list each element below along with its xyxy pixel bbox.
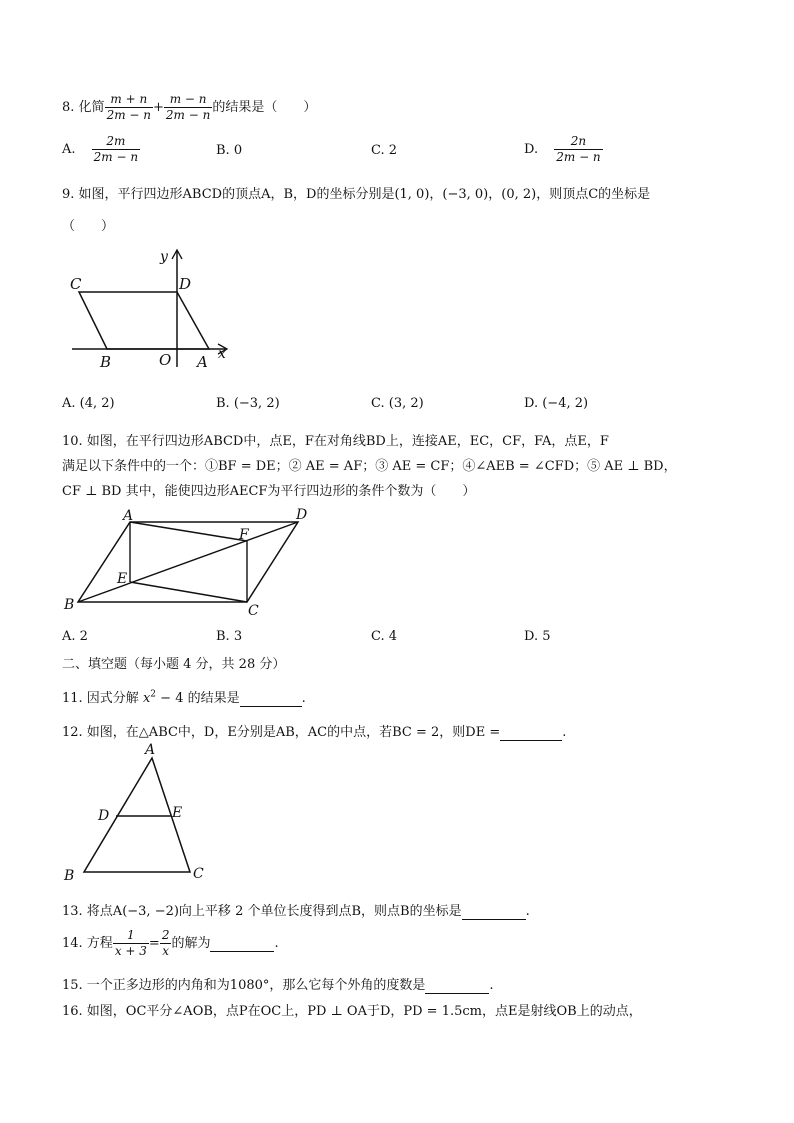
label-c: C bbox=[193, 866, 204, 882]
label-c: C bbox=[248, 603, 259, 618]
q9-stem-line1: 9. 如图，平行四边形ABCD的顶点A，B，D的坐标分别是(1, 0)，(−3, 0)，(0, 2)，则顶点C的坐标是 bbox=[62, 187, 651, 202]
q10-figure bbox=[60, 503, 320, 618]
parallelogram-abcd bbox=[79, 292, 209, 349]
label-y: y bbox=[160, 249, 168, 265]
q16-stem: 16. 如图，OC平分∠AOB，点P在OC上，PD ⊥ OA于D，PD = 1.5cm，点E是射线OB上的动点， bbox=[62, 1004, 642, 1019]
q10-option-d: D. 5 bbox=[524, 629, 551, 644]
q10-option-c: C. 4 bbox=[371, 629, 398, 644]
q9-stem-line2: （ ） bbox=[62, 219, 115, 234]
q15-stem: 15. 一个正多边形的内角和为1080°，那么它每个外角的度数是 . bbox=[62, 978, 494, 993]
q10-option-b: B. 3 bbox=[216, 629, 243, 644]
q10-option-a: A. 2 bbox=[62, 629, 88, 644]
q9-option-c: C. (3, 2) bbox=[371, 396, 424, 411]
q8-fraction-2: $\frac{m - n}{2m - n}$ bbox=[165, 92, 211, 122]
q13-answer-blank[interactable] bbox=[462, 904, 526, 920]
q8-option-d: D. $\frac{2n}{2m - n}$ bbox=[524, 134, 601, 164]
label-d: D bbox=[98, 808, 110, 824]
q8-option-a: A. $\frac{2m}{2m - n}$ bbox=[62, 134, 139, 164]
q14-fraction-1: $\frac{1}{x + 3}$ bbox=[114, 928, 147, 958]
label-d: D bbox=[179, 275, 192, 293]
q10-stem-line2: 满足以下条件中的一个：①BF = DE；② AE = AF；③ AE = CF；④∠AEB = ∠CFD；⑤ AE ⊥ BD， bbox=[62, 459, 677, 474]
q15-answer-blank[interactable] bbox=[425, 978, 489, 994]
label-b: B bbox=[64, 868, 75, 884]
segment-fa bbox=[130, 522, 247, 541]
q9-option-d: D. (−4, 2) bbox=[524, 396, 589, 411]
label-a: A bbox=[197, 353, 208, 371]
label-f: F bbox=[239, 527, 249, 543]
label-c: C bbox=[70, 275, 82, 293]
q11-answer-blank[interactable] bbox=[240, 691, 302, 707]
label-b: B bbox=[64, 597, 75, 613]
q8-stem: 8. 化简 $\frac{m + n}{2m - n}$ + $\frac{m - n}{2m - n}$ 的结果是（ ） bbox=[62, 92, 317, 122]
q9-option-a: A. (4, 2) bbox=[62, 396, 115, 411]
label-x: x bbox=[218, 346, 226, 362]
q12-stem: 12. 如图，在△ABC中，D，E分别是AB，AC的中点，若BC = 2，则DE = . bbox=[62, 725, 567, 740]
q12-figure bbox=[60, 740, 220, 885]
q8-option-b: B. 0 bbox=[216, 143, 243, 158]
label-b: B bbox=[100, 353, 112, 371]
q10-stem-line1: 10. 如图，在平行四边形ABCD中，点E，F在对角线BD上，连接AE，EC，CF，FA，点E，F bbox=[62, 434, 609, 449]
q12-answer-blank[interactable] bbox=[500, 725, 562, 741]
q8-option-c: C. 2 bbox=[371, 143, 398, 158]
q10-stem-line3: CF ⊥ BD 其中，能使四边形AECF为平行四边形的条件个数为（ ） bbox=[62, 484, 476, 499]
diagonal-bd bbox=[78, 522, 298, 602]
section-heading: 二、填空题（每小题 4 分，共 28 分） bbox=[62, 657, 286, 672]
q14-stem: 14. 方程 $\frac{1}{x + 3}$ = $\frac{2}{x}$ 的解为 . bbox=[62, 928, 279, 958]
q9-option-b: B. (−3, 2) bbox=[216, 396, 280, 411]
q14-fraction-2: $\frac{2}{x}$ bbox=[161, 928, 170, 958]
q8-fraction-1: $\frac{m + n}{2m - n}$ bbox=[106, 92, 151, 122]
label-e: E bbox=[172, 805, 183, 821]
q11-stem: 11. 因式分解 $x^2 - 4$ 的结果是 . bbox=[62, 689, 306, 706]
segment-ec bbox=[130, 582, 247, 602]
label-a: A bbox=[123, 508, 134, 524]
q9-figure bbox=[60, 245, 240, 375]
label-e: E bbox=[117, 571, 128, 587]
label-d: D bbox=[296, 507, 308, 523]
q14-answer-blank[interactable] bbox=[210, 936, 274, 952]
label-o: O bbox=[159, 351, 172, 369]
q13-stem: 13. 将点A(−3, −2)向上平移 2 个单位长度得到点B，则点B的坐标是 . bbox=[62, 904, 530, 919]
label-a: A bbox=[145, 742, 156, 758]
